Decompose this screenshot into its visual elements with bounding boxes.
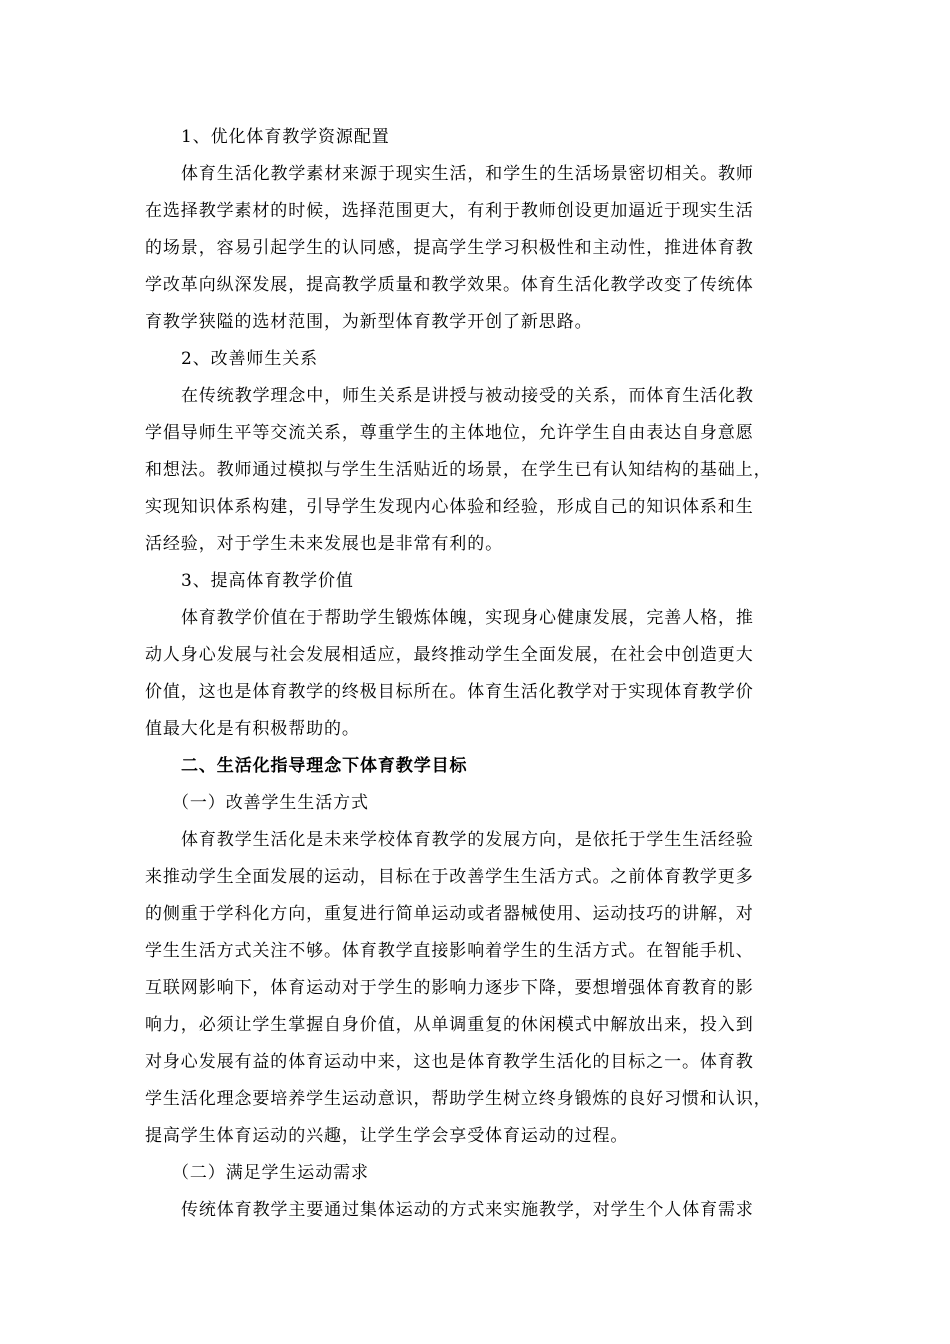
paragraph-line: 学生生活方式关注不够。体育教学直接影响着学生的生活方式。在智能手机、: [145, 941, 754, 961]
paragraph-line: 育教学狭隘的选材范围，为新型体育教学开创了新思路。: [145, 312, 593, 332]
paragraph-line: 活经验，对于学生未来发展也是非常有利的。: [145, 534, 503, 554]
paragraph-line: 学生活化理念要培养学生运动意识，帮助学生树立终身锻炼的良好习惯和认识，: [145, 1089, 772, 1109]
paragraph-line: 在选择教学素材的时候，选择范围更大，有利于教师创设更加逼近于现实生活: [145, 201, 754, 221]
paragraph-line: 传统体育教学主要通过集体运动的方式来实施教学，对学生个人体育需求: [181, 1200, 754, 1220]
paragraph-line: 体育教学生活化是未来学校体育教学的发展方向，是依托于学生生活经验: [181, 830, 754, 850]
paragraph-line: 价值，这也是体育教学的终极目标所在。体育生活化教学对于实现体育教学价: [145, 682, 754, 702]
paragraph-line: 的侧重于学科化方向，重复进行简单运动或者器械使用、运动技巧的讲解，对: [145, 904, 754, 924]
paragraph-line: 互联网影响下，体育运动对于学生的影响力逐步下降，要想增强体育教育的影: [145, 978, 754, 998]
paragraph-line: 响力，必须让学生掌握自身价值，从单调重复的休闲模式中解放出来，投入到: [145, 1015, 754, 1035]
paragraph-line: 动人身心发展与社会发展相适应，最终推动学生全面发展，在社会中创造更大: [145, 645, 754, 665]
paragraph-line: 值最大化是有积极帮助的。: [145, 719, 360, 739]
paragraph-line: 体育生活化教学素材来源于现实生活，和学生的生活场景密切相关。教师: [181, 164, 754, 184]
subheading-improve-lifestyle: （一）改善学生生活方式: [172, 793, 369, 813]
subheading-optimize-resources: 1、优化体育教学资源配置: [181, 127, 390, 147]
section-heading-teaching-goals: 二、生活化指导理念下体育教学目标: [181, 756, 468, 776]
subheading-teacher-student-relationship: 2、改善师生关系: [181, 349, 319, 369]
paragraph-line: 对身心发展有益的体育运动中来，这也是体育教学生活化的目标之一。体育教: [145, 1052, 754, 1072]
paragraph-line: 学改革向纵深发展，提高教学质量和教学效果。体育生活化教学改变了传统体: [145, 275, 754, 295]
paragraph-line: 的场景，容易引起学生的认同感，提高学生学习积极性和主动性，推进体育教: [145, 238, 754, 258]
paragraph-line: 来推动学生全面发展的运动，目标在于改善学生生活方式。之前体育教学更多: [145, 867, 754, 887]
subheading-teaching-value: 3、提高体育教学价值: [181, 571, 354, 591]
paragraph-line: 体育教学价值在于帮助学生锻炼体魄，实现身心健康发展，完善人格，推: [181, 608, 754, 628]
paragraph-line: 和想法。教师通过模拟与学生生活贴近的场景，在学生已有认知结构的基础上，: [145, 460, 772, 480]
paragraph-line: 提高学生体育运动的兴趣，让学生学会享受体育运动的过程。: [145, 1126, 629, 1146]
paragraph-line: 学倡导师生平等交流关系，尊重学生的主体地位，允许学生自由表达自身意愿: [145, 423, 754, 443]
paragraph-line: 在传统教学理念中，师生关系是讲授与被动接受的关系，而体育生活化教: [181, 386, 754, 406]
paragraph-line: 实现知识体系构建，引导学生发现内心体验和经验，形成自己的知识体系和生: [145, 497, 754, 517]
subheading-meet-exercise-needs: （二）满足学生运动需求: [172, 1163, 369, 1183]
